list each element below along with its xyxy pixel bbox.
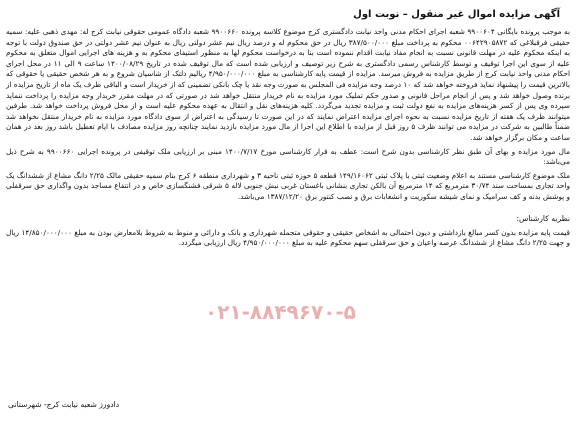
- paragraph-main: به موجب پرونده بایگانی ۹۹۰۰۶۰۴ شعبه اجرای احکام مدنی واحد نیابت دادگستری کرج موضوع کلاسه پرونده ۹۹۰۰۶۶۰ شعبه دادگاه عمومی حقوقی نیابت کرج له: مهدی ذهبی علیه: سمیه حقیقی فرقبلاغی که ۰۰۶۴۲۹۰۵۸۷۲ محکوم به پرداخت مبلغ ۳۸۷/۵۰۰/۰۰۰ ریال در حق محکوم له و درصد ریال نیم عشر دولتی ریال به عنوان نیم عشر دولتی در حق صندوق دولت با توجه به اینکه محکوم علیه در مهلت قانونی نسبت به انجام مفاد نیابت اقدام ننموده است بنا به درخواست محکوم لها به منظور استیفای محکوم به و هزینه های اجرایی اموال متعلق به محکوم علیه از سوی این اجرا توقیف و توسط کارشناس رسمی دادگستری به شرح زیر توصیف و ارزیابی شده است که مال توقیف شده در تاریخ ۱۴۰۰/۰۸/۲۹ ساعت ۹ الی ۱۱ در محل اجرای احکام مدنی واحد نیابت کرج از طریق مزایده به فروش میرسد. مزایده از قیمت پایه کارشناسی به مبلغ ۴/۹۵۰/۰۰۰/۰۰۰ ریالیم دلتک از شاسیان شروع و به هر شخص حقیقی یا حقوقی که بالاترین قیمت را پیشنهاد نماید فروخته خواهد شد که ۱۰ درصد وجه مزایده فی المجلس به صورت وجه نقد یا چک بانکی تضمینی که از خریدار است و الباقی ظرف یک ماه از تاریخ مزایده از برنده وصول خواهد شد و پس از انجام مراحل قانونی و صدور حکم تملیک مورد مزایده به نام خریدار منتقل خواهد شد در صورتی که در مهلت مقرر خریدار وجه مزایده را پرداخت ننماید سپرده وی پس از کسر هزینه‌های مزایده به نفع دولت ثبت و مزایده تجدید می‌گردد. کلیه هزینه‌های نقل و انتقال به عهده محکوم علیه است و از محل فروش پرداخت خواهد شد. طرفین میتوانند ظرف یک هفته از تاریخ مزایده نسبت به نحوه اجرای مزایده اعتراض نمایند که در این صورت تا رسیدگی به اعتراض از سوی دادگاه مورد مزایده به نام خریدار منتقل نخواهد شد ضمناً طالبین به شرکت در مزایده می توانند ظرف ۵ روز قبل از مزایده با اطلاع این اجرا از مال مورد مزایده بازدید نمایند چنانچه روز مزایده مصادف با ایام تعطیل باشد روز بعد در همان ساعت و مکان برگزار خواهد شد.: [6, 27, 571, 142]
- expert-opinion-text: قیمت پایه مزایده بدون کسر مبالغ بازداشتی و دیون احتمالی به اشخاص حقیقی و حقوقی متجمله شهرداری و بانک و دارائی و منوط به شروط بلامعارض بودن به مبلغ ۱۴/۸۵۰/۰۰۰/۰۰۰ ریال و جهت ۲/۲۵ دانگ مشاع از ششدانگ عرصه واعیان و حق سرقفلی سهم محکوم علیه به مبلغ ۴/۹۵۰/۰۰۰/۰۰۰ ریال ارزیابی میگردد.: [6, 227, 570, 248]
- expert-opinion-heading: نظریه کارشناس:: [516, 213, 570, 223]
- notice-title: آگهی مزایده اموال غیر منقول – نوبت اول: [353, 9, 560, 20]
- phone-watermark: ۰۲۱-۸۸۴۹۶۷۰-۵: [205, 300, 356, 324]
- paragraph-property-description: ملک موضوع کارشناسی مستند به اعلام وضعیت ثبتی با پلاک ثبتی ۱۴۹/۱۶۰۶۲ قطعه ۵ حوزه ثبتی ناحیه ۳ و شهرداری منطقه ۶ کرج بنام سمیه حقیقی مالک ۲/۲۵ دانگ مشاع از ششدانگ یک واحد تجاری بمساحت سند ۳۰/۷۴ مترمربع که ۱۴ مترمربع آن بالکن تجاری بنشانی باغستان غربی نبش جنوبی لاله ۵ شرقی فشنگسازی خاص و در انتفاع مساجد بدون واگذاری حق سرقفلی و پوشش بدنه و کف سرامیک و نمای شیشه سکوریت و انشعابات برق و نصب کنتور برق ۱۳۸۷/۱۲/۲۰ می‌باشد.: [6, 170, 570, 201]
- paragraph-item-intro: مال مورد مزایده و بهای آن طبق نظر کارشناسی بدون شرح است: عطف به قرار کارشناسی مورخ ۱۴۰۰/۷/۱۷ مبنی بر ارزیابی ملک توقیفی در پرونده اجرایی ۹۹۰۰۶۶۰ به شرح ذیل می‌باشد:: [6, 146, 571, 167]
- signature-line: دادورز شعبه نیابت کرج- شهرستانی: [8, 400, 120, 409]
